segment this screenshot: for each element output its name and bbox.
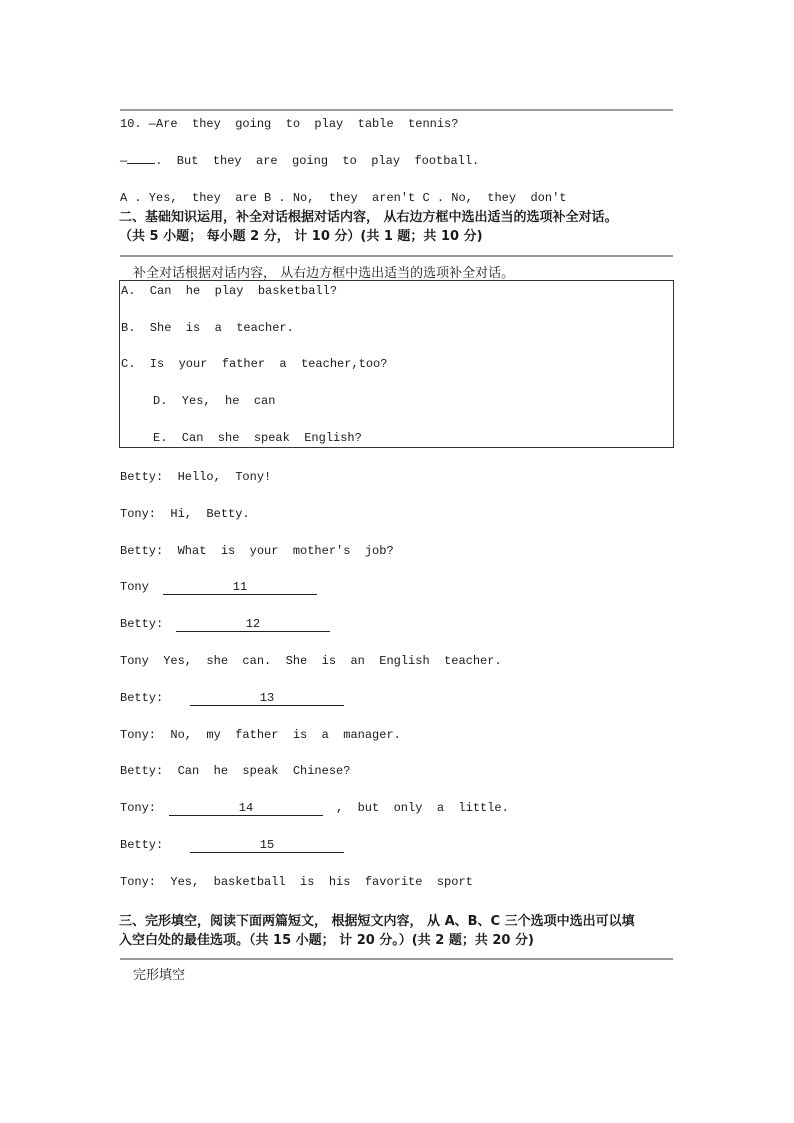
box-option-b: B. She is a teacher. xyxy=(121,321,294,335)
dialogue-line-10-tail: , but only a little. xyxy=(336,801,509,815)
section2-title: 二、基础知识运用，补全对话根据对话内容， 从右边方框中选出适当的选项补全对话。 xyxy=(119,210,618,225)
answer-blank-11 xyxy=(163,580,317,595)
answer-blank-15 xyxy=(190,838,344,853)
q10-reply xyxy=(120,154,479,168)
section3-divider xyxy=(120,958,673,960)
blank-11-number: 11 xyxy=(163,581,317,595)
speaker-tony: Tony: xyxy=(120,801,157,815)
q10-question: 10. —Are they going to play table tennis? xyxy=(120,117,459,131)
dialogue-line-4 xyxy=(120,580,149,594)
section2-divider xyxy=(120,255,673,257)
dialogue-line-1: Betty: Hello, Tony! xyxy=(120,470,272,484)
blank-12-number: 12 xyxy=(176,618,330,632)
answer-blank-12 xyxy=(176,617,330,632)
box-option-c: C. Is your father a teacher,too? xyxy=(121,357,388,371)
answer-blank-13 xyxy=(190,691,344,706)
speaker-betty: Betty: xyxy=(120,838,164,852)
speaker-betty: Betty: xyxy=(120,691,164,705)
blank-15-number: 15 xyxy=(190,839,344,853)
section3-score: 入空白处的最佳选项。（共 15 小题； 计 20 分。）(共 2 题；共 20 分) xyxy=(119,933,534,948)
q10-options: A . Yes, they are B . No, they aren't C . No, they don't xyxy=(120,191,567,205)
section3-title: 三、完形填空，阅读下面两篇短文， 根据短文内容， 从 A、B、C 三个选项中选出可以填 xyxy=(119,914,635,929)
dialogue-line-10 xyxy=(120,801,156,815)
section2-score: （共 5 小题； 每小题 2 分， 计 10 分）(共 1 题；共 10 分) xyxy=(119,229,483,244)
box-option-e: E. Can she speak English? xyxy=(153,431,362,445)
box-option-d: D. Yes, he can xyxy=(153,394,276,408)
dialogue-line-2: Tony: Hi, Betty. xyxy=(120,507,250,521)
q10-reply-dash: — xyxy=(120,154,128,168)
q10-reply-text: . But they are going to play football. xyxy=(155,154,480,168)
speaker-tony: Tony xyxy=(120,580,149,594)
box-option-a: A. Can he play basketball? xyxy=(121,284,338,298)
dialogue-line-8: Tony: No, my father is a manager. xyxy=(120,728,401,742)
dialogue-line-3: Betty: What is your mother's job? xyxy=(120,544,394,558)
blank-14-number: 14 xyxy=(169,802,323,816)
top-divider xyxy=(120,109,673,111)
dialogue-line-5 xyxy=(120,617,163,631)
answer-blank-14 xyxy=(169,801,323,816)
dialogue-line-9: Betty: Can he speak Chinese? xyxy=(120,764,351,778)
blank-13-number: 13 xyxy=(190,692,344,706)
section3-subtitle: 完形填空 xyxy=(133,968,186,983)
dialogue-line-6: Tony Yes, she can. She is an English teacher. xyxy=(120,654,502,668)
dialogue-line-11 xyxy=(120,838,163,852)
dialogue-line-7 xyxy=(120,691,163,705)
section2-instruction: 补全对话根据对话内容， 从右边方框中选出适当的选项补全对话。 xyxy=(133,266,515,281)
speaker-betty: Betty: xyxy=(120,617,164,631)
dialogue-line-12: Tony: Yes, basketball is his favorite sport xyxy=(120,875,473,889)
q10-answer-blank xyxy=(127,163,155,164)
